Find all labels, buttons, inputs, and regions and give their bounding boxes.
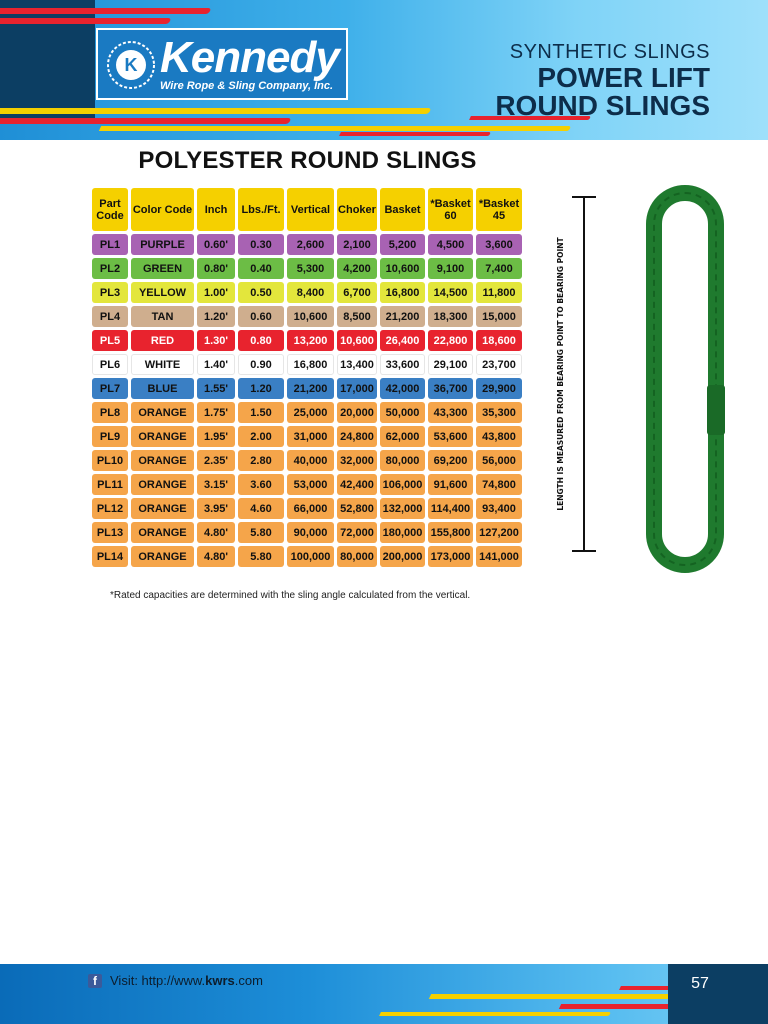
specs-table: [89, 185, 525, 570]
table-row: [92, 474, 522, 495]
cell-vertical: 8,400: [287, 282, 334, 303]
table-row: [92, 498, 522, 519]
cell-inch: 1.40': [197, 354, 235, 375]
cell-basket-60: 29,100: [428, 354, 473, 375]
cell-basket: 5,200: [380, 234, 425, 255]
cell-vertical: 100,000: [287, 546, 334, 567]
cell-basket-60: 22,800: [428, 330, 473, 351]
table-row: [92, 378, 522, 399]
cell-color-code: GREEN: [131, 258, 194, 279]
table-title: POLYESTER ROUND SLINGS: [138, 147, 477, 174]
logo-emblem-icon: [106, 40, 156, 90]
sling-illustration: [548, 185, 754, 583]
table-row: [92, 258, 522, 279]
cell-lbs-ft: 5.80: [238, 522, 284, 543]
table-row: [92, 450, 522, 471]
cell-part-code: PL1: [92, 234, 128, 255]
visit-link[interactable]: [110, 973, 263, 988]
cell-part-code: PL13: [92, 522, 128, 543]
table-row: [92, 282, 522, 303]
cell-basket: 26,400: [380, 330, 425, 351]
cell-choker: 17,000: [337, 378, 377, 399]
cell-part-code: PL7: [92, 378, 128, 399]
visit-domain: kwrs: [205, 973, 235, 988]
page-footer: [0, 964, 768, 1024]
cell-part-code: PL11: [92, 474, 128, 495]
company-logo[interactable]: [96, 28, 348, 100]
cell-lbs-ft: 0.80: [238, 330, 284, 351]
cell-inch: 0.60': [197, 234, 235, 255]
cell-basket-60: 91,600: [428, 474, 473, 495]
table-row: [92, 234, 522, 255]
cell-part-code: PL14: [92, 546, 128, 567]
cell-basket-60: 114,400: [428, 498, 473, 519]
cell-vertical: 13,200: [287, 330, 334, 351]
cell-vertical: 25,000: [287, 402, 334, 423]
cell-lbs-ft: 0.50: [238, 282, 284, 303]
cell-basket: 62,000: [380, 426, 425, 447]
cell-basket-45: 56,000: [476, 450, 522, 471]
col-header-vertical: Vertical: [287, 188, 334, 231]
cell-lbs-ft: 0.60: [238, 306, 284, 327]
cell-inch: 3.95': [197, 498, 235, 519]
cell-vertical: 40,000: [287, 450, 334, 471]
logo-name: Kennedy: [160, 33, 339, 82]
sling-diagram: [548, 185, 754, 583]
cell-basket: 42,000: [380, 378, 425, 399]
cell-color-code: YELLOW: [131, 282, 194, 303]
table-row: [92, 426, 522, 447]
cell-basket: 80,000: [380, 450, 425, 471]
page-number-box: [668, 964, 768, 1024]
header-stripe: [339, 132, 491, 136]
header-stripe: [0, 118, 291, 124]
cell-basket: 21,200: [380, 306, 425, 327]
svg-text:K: K: [124, 55, 138, 75]
col-header-basket-60: *Basket 60: [428, 188, 473, 231]
cell-part-code: PL3: [92, 282, 128, 303]
cell-basket-45: 15,000: [476, 306, 522, 327]
cell-basket-60: 53,600: [428, 426, 473, 447]
col-header-lbs-ft: Lbs./Ft.: [238, 188, 284, 231]
cell-basket-45: 35,300: [476, 402, 522, 423]
cell-basket-45: 18,600: [476, 330, 522, 351]
cell-inch: 4.80': [197, 546, 235, 567]
cell-inch: 1.30': [197, 330, 235, 351]
cell-choker: 52,800: [337, 498, 377, 519]
logo-subtitle: Wire Rope & Sling Company, Inc.: [160, 80, 334, 92]
cell-color-code: ORANGE: [131, 426, 194, 447]
cell-basket-45: 93,400: [476, 498, 522, 519]
visit-prefix: Visit: http://www.: [110, 973, 206, 988]
cell-choker: 24,800: [337, 426, 377, 447]
cell-vertical: 90,000: [287, 522, 334, 543]
cell-part-code: PL4: [92, 306, 128, 327]
cell-choker: 2,100: [337, 234, 377, 255]
cell-choker: 6,700: [337, 282, 377, 303]
header-stripe: [0, 8, 211, 14]
page-header: [0, 0, 768, 140]
col-header-part-code: Part Code: [92, 188, 128, 231]
cell-lbs-ft: 0.90: [238, 354, 284, 375]
cell-color-code: WHITE: [131, 354, 194, 375]
cell-basket-60: 9,100: [428, 258, 473, 279]
cell-color-code: BLUE: [131, 378, 194, 399]
cell-lbs-ft: 1.20: [238, 378, 284, 399]
cell-lbs-ft: 2.00: [238, 426, 284, 447]
cell-part-code: PL12: [92, 498, 128, 519]
cell-color-code: RED: [131, 330, 194, 351]
cell-vertical: 53,000: [287, 474, 334, 495]
cell-color-code: ORANGE: [131, 498, 194, 519]
cell-color-code: TAN: [131, 306, 194, 327]
cell-inch: 0.80': [197, 258, 235, 279]
table-row: [92, 402, 522, 423]
cell-basket: 16,800: [380, 282, 425, 303]
cell-basket: 10,600: [380, 258, 425, 279]
visit-suffix: .com: [234, 973, 263, 988]
cell-basket: 180,000: [380, 522, 425, 543]
cell-choker: 10,600: [337, 330, 377, 351]
cell-vertical: 66,000: [287, 498, 334, 519]
cell-vertical: 21,200: [287, 378, 334, 399]
cell-part-code: PL9: [92, 426, 128, 447]
footnote: *Rated capacities are determined with the sling angle calculated from the vertical.: [110, 590, 471, 601]
cell-inch: 1.75': [197, 402, 235, 423]
section-kicker: SYNTHETIC SLINGS: [509, 41, 710, 63]
cell-basket: 33,600: [380, 354, 425, 375]
cell-basket-60: 43,300: [428, 402, 473, 423]
facebook-icon[interactable]: f: [88, 974, 102, 988]
cell-basket-45: 43,800: [476, 426, 522, 447]
col-header-inch: Inch: [197, 188, 235, 231]
cell-basket: 50,000: [380, 402, 425, 423]
cell-basket: 200,000: [380, 546, 425, 567]
cell-basket-45: 3,600: [476, 234, 522, 255]
cell-choker: 42,400: [337, 474, 377, 495]
cell-basket-60: 36,700: [428, 378, 473, 399]
cell-inch: 1.20': [197, 306, 235, 327]
header-stripe: [0, 18, 171, 24]
cell-choker: 20,000: [337, 402, 377, 423]
col-header-choker: Choker: [337, 188, 377, 231]
cell-basket-60: 173,000: [428, 546, 473, 567]
table-row: [92, 522, 522, 543]
cell-basket-45: 127,200: [476, 522, 522, 543]
cell-basket-60: 18,300: [428, 306, 473, 327]
cell-lbs-ft: 3.60: [238, 474, 284, 495]
table-row: [92, 354, 522, 375]
col-header-basket-45: *Basket 45: [476, 188, 522, 231]
cell-lbs-ft: 0.40: [238, 258, 284, 279]
cell-color-code: ORANGE: [131, 522, 194, 543]
cell-color-code: ORANGE: [131, 402, 194, 423]
cell-basket-60: 69,200: [428, 450, 473, 471]
cell-basket-60: 14,500: [428, 282, 473, 303]
cell-choker: 32,000: [337, 450, 377, 471]
cell-basket: 132,000: [380, 498, 425, 519]
cell-lbs-ft: 2.80: [238, 450, 284, 471]
cell-basket-45: 11,800: [476, 282, 522, 303]
round-sling-icon: [654, 193, 725, 565]
cell-inch: 1.00': [197, 282, 235, 303]
cell-part-code: PL8: [92, 402, 128, 423]
cell-vertical: 31,000: [287, 426, 334, 447]
cell-part-code: PL2: [92, 258, 128, 279]
header-titles: [410, 40, 710, 120]
col-header-color-code: Color Code: [131, 188, 194, 231]
cell-basket-45: 29,900: [476, 378, 522, 399]
cell-basket-45: 23,700: [476, 354, 522, 375]
cell-vertical: 10,600: [287, 306, 334, 327]
table-row: [92, 306, 522, 327]
cell-lbs-ft: 1.50: [238, 402, 284, 423]
cell-choker: 72,000: [337, 522, 377, 543]
cell-vertical: 16,800: [287, 354, 334, 375]
cell-choker: 13,400: [337, 354, 377, 375]
cell-color-code: ORANGE: [131, 474, 194, 495]
col-header-basket: Basket: [380, 188, 425, 231]
table-header-row: [92, 188, 522, 231]
page-number: 57: [691, 975, 709, 992]
table-row: [92, 546, 522, 567]
cell-color-code: PURPLE: [131, 234, 194, 255]
cell-choker: 4,200: [337, 258, 377, 279]
cell-basket: 106,000: [380, 474, 425, 495]
footer-stripe: [379, 1012, 611, 1016]
footer-stripe: [429, 994, 681, 999]
table-row: [92, 330, 522, 351]
cell-inch: 3.15': [197, 474, 235, 495]
cell-part-code: PL5: [92, 330, 128, 351]
page-title-line1: POWER LIFT: [537, 62, 710, 93]
cell-color-code: ORANGE: [131, 450, 194, 471]
measure-label: LENGTH IS MEASURED FROM BEARING POINT TO BEARING POINT: [556, 237, 565, 511]
cell-lbs-ft: 4.60: [238, 498, 284, 519]
cell-lbs-ft: 5.80: [238, 546, 284, 567]
cell-basket-45: 74,800: [476, 474, 522, 495]
cell-vertical: 5,300: [287, 258, 334, 279]
page-title-line2: ROUND SLINGS: [495, 90, 710, 121]
cell-vertical: 2,600: [287, 234, 334, 255]
cell-lbs-ft: 0.30: [238, 234, 284, 255]
cell-inch: 1.95': [197, 426, 235, 447]
cell-inch: 1.55': [197, 378, 235, 399]
cell-inch: 4.80': [197, 522, 235, 543]
cell-color-code: ORANGE: [131, 546, 194, 567]
header-stripe: [0, 108, 431, 114]
header-stripe: [99, 126, 571, 131]
cell-choker: 80,000: [337, 546, 377, 567]
cell-basket-45: 7,400: [476, 258, 522, 279]
cell-basket-60: 4,500: [428, 234, 473, 255]
table-body: [92, 234, 522, 567]
cell-part-code: PL6: [92, 354, 128, 375]
cell-basket-45: 141,000: [476, 546, 522, 567]
cell-part-code: PL10: [92, 450, 128, 471]
cell-basket-60: 155,800: [428, 522, 473, 543]
cell-inch: 2.35': [197, 450, 235, 471]
cell-choker: 8,500: [337, 306, 377, 327]
